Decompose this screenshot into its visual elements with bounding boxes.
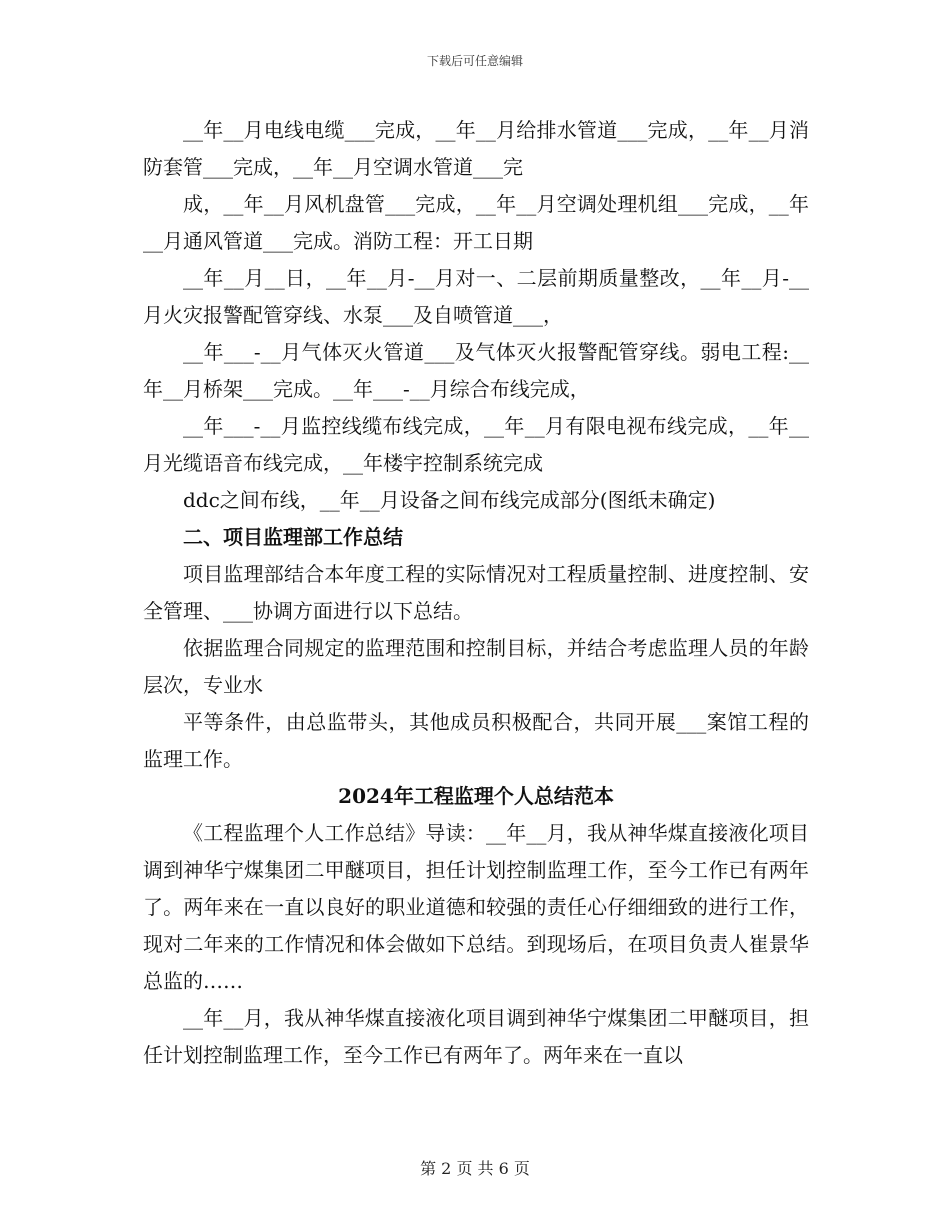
body-paragraph: 《工程监理个人工作总结》导读：__年__月，我从神华煤直接液化项目调到神华宁煤集团二甲醚项目，担任计划控制监理工作，至今工作已有两年了。两年来在一直以良好的职业道德和较强的责任心仔细细致的进行工作，现对二年来的工作情况和体会做如下总结。到现场后，在项目负责人崔景华总监的…… xyxy=(143,821,809,993)
body-paragraph: 成，__年__月风机盘管___完成，__年__月空调处理机组___完成，__年__月通风管道___完成。消防工程：开工日期 xyxy=(143,192,809,253)
body-paragraph: __年___-__月气体灭火管道___及气体灭火报警配管穿线。弱电工程:__年__月桥架___完成。__年___-__月综合布线完成， xyxy=(143,340,809,401)
body-paragraph: 项目监理部结合本年度工程的实际情况对工程质量控制、进度控制、安全管理、___协调方面进行以下总结。 xyxy=(143,562,809,623)
body-paragraph: __年___-__月监控线缆布线完成，__年__月有限电视布线完成，__年__月光缆语音布线完成，__年楼宇控制系统完成 xyxy=(143,414,809,475)
section-heading: 二、项目监理部工作总结 xyxy=(183,525,403,549)
document-title: 2024年工程监理个人总结范本 xyxy=(338,784,614,808)
page-number: 第 2 页 共 6 页 xyxy=(420,1159,530,1178)
body-paragraph: 依据监理合同规定的监理范围和控制目标，并结合考虑监理人员的年龄层次，专业水 xyxy=(143,636,809,697)
body-paragraph: __年__月，我从神华煤直接液化项目调到神华宁煤集团二甲醚项目，担任计划控制监理工作，至今工作已有两年了。两年来在一直以 xyxy=(143,1006,809,1067)
document-body xyxy=(143,112,809,1074)
body-paragraph: 平等条件，由总监带头，其他成员积极配合，共同开展___案馆工程的监理工作。 xyxy=(143,710,809,771)
page-header: 下载后可任意编辑 xyxy=(426,54,523,68)
body-paragraph: __年__月电线电缆___完成，__年__月给排水管道___完成，__年__月消防套管___完成，__年__月空调水管道___完 xyxy=(143,118,809,179)
body-paragraph: ddc之间布线，__年__月设备之间布线完成部分(图纸未确定) xyxy=(183,488,716,512)
body-paragraph: __年__月__日，__年__月-__月对一、二层前期质量整改，__年__月-__月火灾报警配管穿线、水泵___及自喷管道___， xyxy=(143,266,809,327)
